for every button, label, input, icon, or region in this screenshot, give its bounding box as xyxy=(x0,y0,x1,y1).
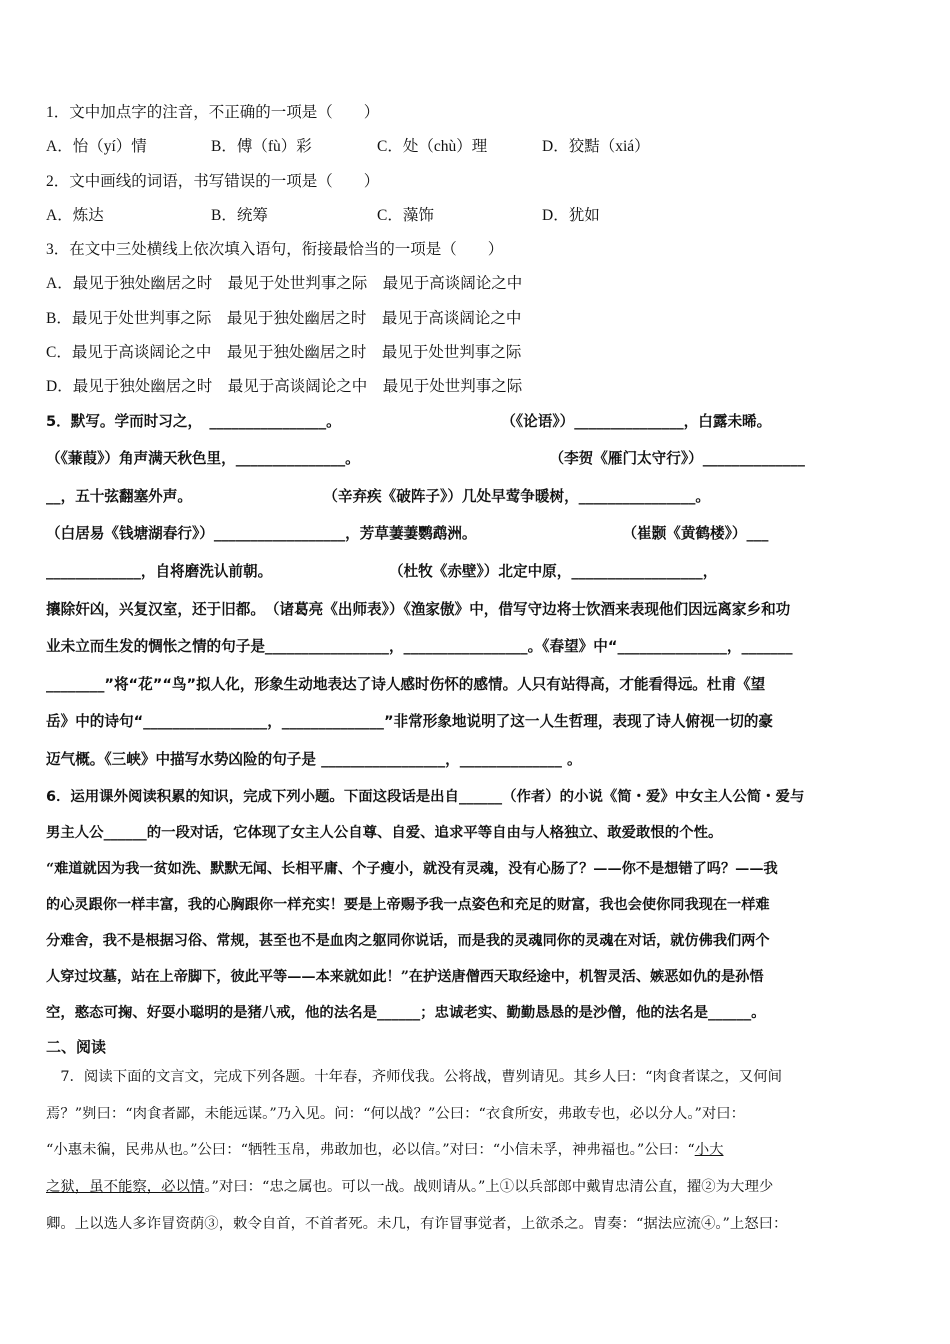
q6-line: 男主人公______的一段对话，它体现了女主人公自尊、自爱、追求平等自由与人格独立、敢爱敢恨的个性。 xyxy=(46,824,723,841)
q2-option-d[interactable]: D．犹如 xyxy=(542,206,600,224)
q5-line: _____________，自将磨洗认前朝。 （杜牧《赤壁》）北定中原，__________________， xyxy=(46,563,718,581)
q3-stem: 3．在文中三处横线上依次填入语句，衔接最恰当的一项是（ ） xyxy=(46,241,504,259)
q1-option-d[interactable]: D．狡黠（xiá） xyxy=(542,138,650,156)
q7-line: 焉？”刿曰：“肉食者鄙，未能远谋。”乃入见。问：“何以战？”公曰：“衣食所安，弗敢专也，必以分人。”对曰： xyxy=(46,1105,746,1122)
q3-option-c[interactable]: C．最见于高谈阔论之中 最见于独处幽居之时 最见于处世判事之际 xyxy=(46,344,522,362)
exam-page xyxy=(46,96,906,1242)
q6-quote-line: 分难舍，我不是根据习俗、常规，甚至也不是血肉之躯同你说话，而是我的灵魂同你的灵魂在对话，就仿佛我们两个 xyxy=(46,932,770,949)
q5-line: 岳》中的诗句“_________________，______________”非常形象地说明了这一人生哲理，表现了诗人俯视一切的豪 xyxy=(46,713,773,731)
q2-stem: 2．文中画线的词语，书写错误的一项是（ ） xyxy=(46,172,380,190)
section-title: 二、阅读 xyxy=(46,1038,107,1057)
q7-underlined-phrase: 小大 xyxy=(694,1142,724,1159)
q1-option-a[interactable]: A．怡（yí）情 xyxy=(46,138,147,156)
q3-option-d[interactable]: D．最见于独处幽居之时 最见于高谈阔论之中 最见于处世判事之际 xyxy=(46,378,523,396)
q3-option-a[interactable]: A．最见于独处幽居之时 最见于处世判事之际 最见于高谈阔论之中 xyxy=(46,275,523,293)
q5-line: （白居易《钱塘湖春行》）__________________，芳草萋萋鹦鹉洲。 （崔颢《黄鹤楼》）___ xyxy=(46,525,769,543)
q2-option-a[interactable]: A．炼达 xyxy=(46,206,104,224)
q6-quote-line: 的心灵跟你一样丰富，我的心胸跟你一样充实！要是上帝赐予我一点姿色和充足的财富，我也会使你同我现在一样难 xyxy=(46,896,770,913)
q6-next-question: 在护送唐僧西天取经途中，机智灵活、嫉恶如仇的是孙悟 xyxy=(408,968,764,985)
q5-line: 业未立而生发的惆怅之情的句子是_________________，_________________。《春望》中“_______________，_______ xyxy=(46,638,793,656)
q7-line xyxy=(46,1132,906,1169)
q7-line4-text: 。”对曰：“忠之属也。可以一战。战则请从。”上①以兵部郎中戴胄忠清公直，擢②为大理少 xyxy=(204,1178,774,1195)
q2-options xyxy=(46,199,906,233)
q1-options xyxy=(46,130,906,164)
q1-stem: 1．文中加点字的注音，不正确的一项是（ ） xyxy=(46,104,380,121)
q7-line3-text: “小惠未徧，民弗从也。”公曰：“牺牲玉帛，弗敢加也，必以信。”对曰：“小信未孚，神弗福也。”公曰：“ xyxy=(46,1142,695,1159)
q5-line: ________”将“花”“鸟”拟人化，形象生动地表达了诗人感时伤怀的感情。人只有站得高，才能看得远。杜甫《望 xyxy=(46,675,766,693)
q1-option-c[interactable]: C．处（chù）理 xyxy=(377,138,488,156)
q5-line: 迈气概。《三峡》中描写水势凶险的句子是 _________________，______________ 。 xyxy=(46,751,582,769)
q5-line: （《蒹葭》）角声满天秋色里，_______________。 （李贺《雁门太守行》）______________ xyxy=(46,450,805,468)
q2-option-c[interactable]: C．藻饰 xyxy=(377,206,434,224)
q3-option-b[interactable]: B．最见于处世判事之际 最见于独处幽居之时 最见于高谈阔论之中 xyxy=(46,309,522,327)
q6-last-line: 空，憨态可掬、好耍小聪明的是猪八戒，他的法名是______；忠诚老实、勤勤恳恳的是沙僧，他的法名是______。 xyxy=(46,1004,766,1021)
q6-quote-end: 人穿过坟墓，站在上帝脚下，彼此平等——本来就如此！” xyxy=(46,968,409,985)
q7-line: 7．阅读下面的文言文，完成下列各题。十年春，齐师伐我。公将战，曹刿请见。其乡人曰：“肉食者谋之，又何间 xyxy=(46,1069,783,1086)
q2-option-b[interactable]: B．统筹 xyxy=(211,206,268,224)
q7-line: 卿。上以选人多诈冒资荫③，敕令自首，不首者死。未几，有诈冒事觉者，上欲杀之。胄奏：“据法应流④。”上怒曰： xyxy=(46,1215,788,1232)
q7-line xyxy=(46,1169,906,1206)
q6-quote-line: “难道就因为我一贫如洗、默默无闻、长相平庸、个子瘦小，就没有灵魂，没有心肠了？——你不是想错了吗？——我 xyxy=(46,860,778,877)
q7-underlined-phrase: 之狱，虽不能察，必以情 xyxy=(46,1178,205,1195)
q5-line: __，五十弦翻塞外声。 （辛弃疾《破阵子》）几处早莺争暖树，________________。 xyxy=(46,487,711,505)
q5-line: 5．默写。学而时习之， ________________。 （《论语》）_______________，白露未晞。 xyxy=(46,412,772,430)
q6-line: 6．运用课外阅读积累的知识，完成下列小题。下面这段话是出自______（作者）的小说《简・爱》中女主人公简・爱与 xyxy=(46,788,805,805)
q5-line: 攘除奸凶，兴复汉室，还于旧都。 （诸葛亮《出师表》）《渔家傲》中，借写守边将士饮酒来表现他们因远离家乡和功 xyxy=(46,600,791,618)
q1-option-b[interactable]: B．傅（fù）彩 xyxy=(211,138,312,156)
q6-mixed-line xyxy=(46,959,906,995)
